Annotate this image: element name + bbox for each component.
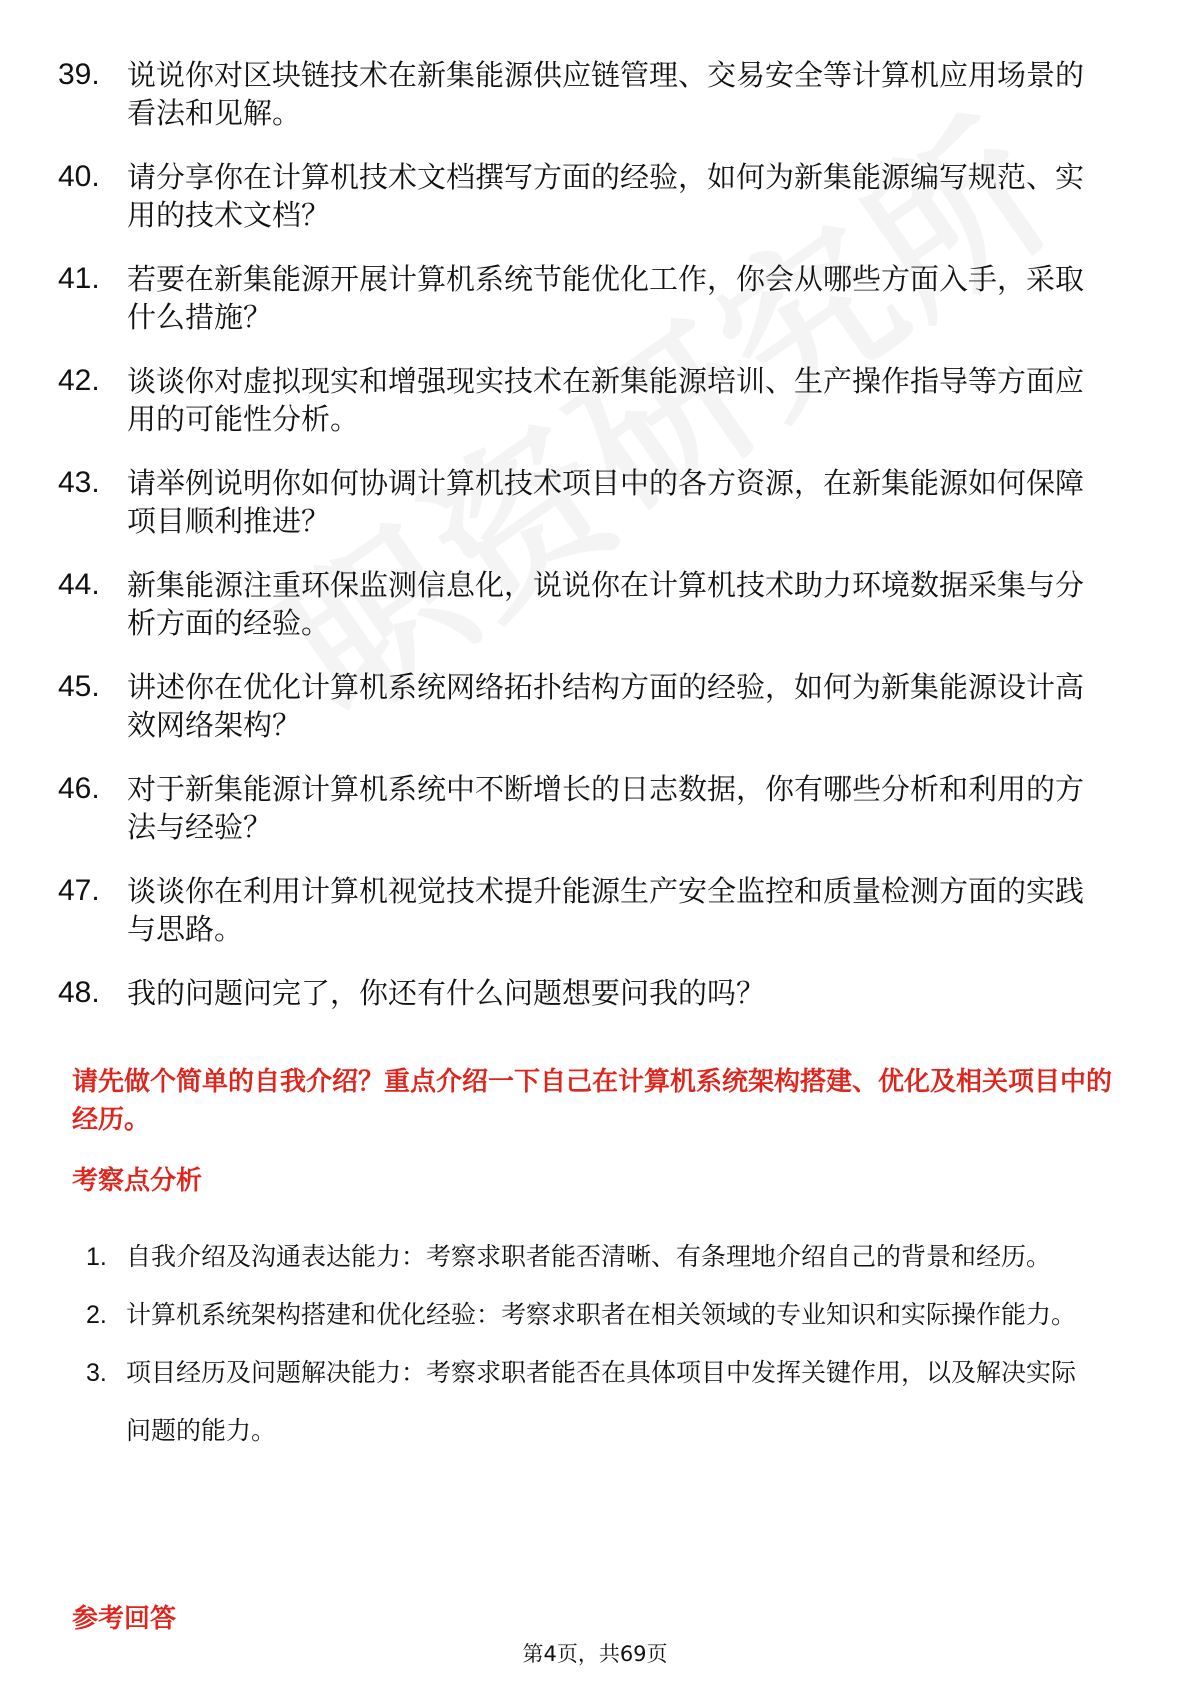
question-item — [0, 770, 1190, 846]
question-item — [0, 566, 1190, 642]
question-number: 39. — [58, 58, 100, 91]
question-text: 若要在新集能源开展计算机系统节能优化工作，你会从哪些方面入手，采取什么措施？ — [127, 262, 1085, 334]
question-text: 讲述你在优化计算机系统网络拓扑结构方面的经验，如何为新集能源设计高效网络架构？ — [127, 670, 1085, 742]
question-number: 44. — [58, 568, 100, 601]
intro-question-heading: 请先做个简单的自我介绍？重点介绍一下自己在计算机系统架构搭建、优化及相关项目中的经历。 — [72, 1067, 1113, 1135]
point-number: 3. — [86, 1359, 107, 1387]
point-text: 项目经历及问题解决能力：考察求职者能否在具体项目中发挥关键作用，以及解决实际问题的能力。 — [126, 1358, 1077, 1445]
question-number: 41. — [58, 262, 100, 295]
question-item — [0, 872, 1190, 948]
question-number: 47. — [58, 874, 100, 907]
question-text: 请举例说明你如何协调计算机技术项目中的各方资源，在新集能源如何保障项目顺利推进？ — [127, 466, 1085, 538]
question-number: 40. — [58, 160, 100, 193]
analysis-heading: 考察点分析 — [72, 1166, 203, 1196]
analysis-point — [0, 1344, 1190, 1460]
question-number: 42. — [58, 364, 100, 397]
question-item — [0, 362, 1190, 438]
question-item — [0, 260, 1190, 336]
question-item — [0, 56, 1190, 132]
question-text: 谈谈你对虚拟现实和增强现实技术在新集能源培训、生产操作指导等方面应用的可能性分析。 — [127, 364, 1085, 436]
analysis-point — [0, 1228, 1190, 1286]
reference-answer-heading: 参考回答 — [72, 1604, 177, 1634]
point-number: 1. — [86, 1243, 107, 1271]
question-text: 对于新集能源计算机系统中不断增长的日志数据，你有哪些分析和利用的方法与经验？ — [127, 772, 1085, 844]
point-text: 计算机系统架构搭建和优化经验：考察求职者在相关领域的专业知识和实际操作能力。 — [126, 1300, 1077, 1329]
analysis-point — [0, 1286, 1190, 1344]
question-text: 请分享你在计算机技术文档撰写方面的经验，如何为新集能源编写规范、实用的技术文档？ — [127, 160, 1085, 232]
analysis-points-list — [0, 1228, 1190, 1460]
question-item — [0, 158, 1190, 234]
question-text: 说说你对区块链技术在新集能源供应链管理、交易安全等计算机应用场景的看法和见解。 — [127, 58, 1085, 130]
page-footer: 第4页，共69页 — [522, 1642, 668, 1666]
question-text: 新集能源注重环保监测信息化，说说你在计算机技术助力环境数据采集与分析方面的经验。 — [127, 568, 1085, 640]
question-text: 谈谈你在利用计算机视觉技术提升能源生产安全监控和质量检测方面的实践与思路。 — [127, 874, 1085, 946]
point-number: 2. — [86, 1301, 107, 1329]
question-number: 43. — [58, 466, 100, 499]
question-number: 45. — [58, 670, 100, 703]
question-text: 我的问题问完了，你还有什么问题想要问我的吗？ — [127, 976, 766, 1010]
question-list — [0, 56, 1190, 1038]
question-number: 48. — [58, 976, 100, 1009]
question-number: 46. — [58, 772, 100, 805]
point-text: 自我介绍及沟通表达能力：考察求职者能否清晰、有条理地介绍自己的背景和经历。 — [126, 1242, 1052, 1271]
question-item — [0, 464, 1190, 540]
question-item — [0, 668, 1190, 744]
question-item — [0, 974, 1190, 1012]
